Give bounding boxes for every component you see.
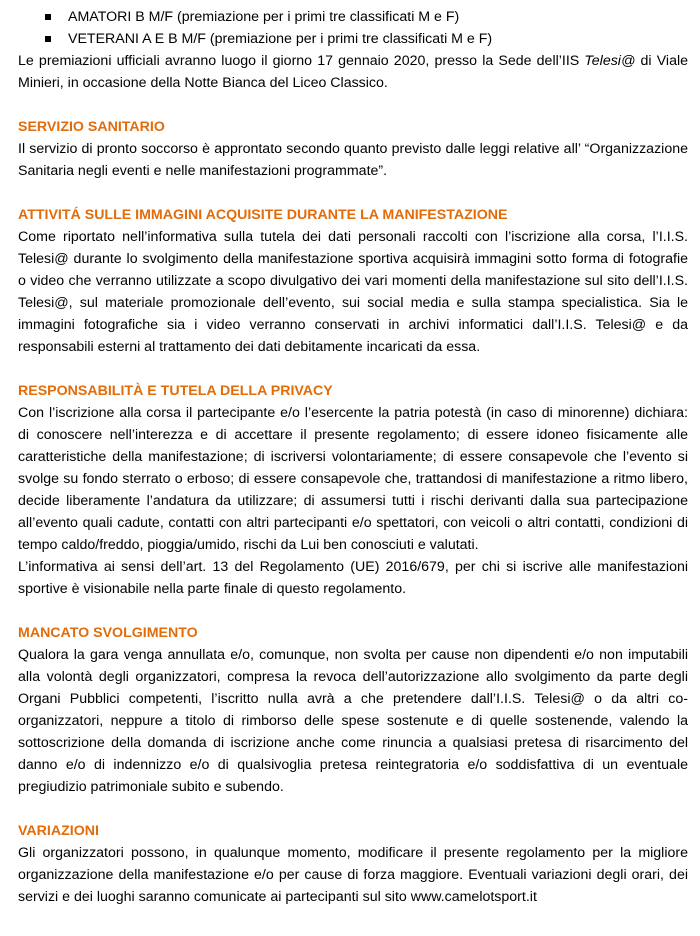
section-spacer (18, 798, 688, 820)
section-heading-servizio-sanitario: SERVIZIO SANITARIO (18, 119, 165, 135)
awards-paragraph (18, 50, 688, 94)
section-heading-mancato-svolgimento: MANCATO SVOLGIMENTO (18, 625, 198, 641)
square-bullet-icon (45, 14, 51, 20)
section-paragraph: Come riportato nell’informativa sulla tutela dei dati personali raccolti con l’iscrizione alla corsa, l’I.I.S. Telesi@ durante lo svolgimento della manifestazione sportiva acquisirà immagini sotto forma di fotografie o video che verranno utilizzate a scopo divulgativo dei vari momenti della manifestazione sul sito dell’I.I.S. Telesi@, sul materiale promozionale dell’evento, sui social media e sulla stampa specialistica. Sia le immagini fotografiche sia i video verranno conservati in archivi informatici dall’I.I.S. Telesi@ e da responsabili esterni al trattamento dei dati debitamente incaricati da essa. (18, 229, 688, 355)
section-paragraph: Il servizio di pronto soccorso è approntato secondo quanto previsto dalle leggi relative all’ “Organizzazione Sanitaria negli eventi e nelle manifestazioni programmate”. (18, 141, 688, 179)
section-paragraph: Qualora la gara venga annullata e/o, comunque, non svolta per cause non dipendenti e/o non imputabili alla volontà degli organizzatori, compresa la revoca dell’autorizzazione allo svolgimento da parte degli Organi Pubblici competenti, l’iscritto nulla avrà a che pretendere dall’I.I.S. Telesi@ o da altri co-organizzatori, neppure a titolo di rimborso delle spese sostenute e di quelle sostenende, valendo la sottoscrizione della domanda di iscrizione anche come rinuncia a qualsiasi pretesa di risarcimento del danno e/o di indennizzo e/o di qualsivoglia pretesa reintegratoria e/o soddisfattiva di un eventuale pregiudizio patrimoniale subito e subendo. (18, 647, 688, 795)
list-item (18, 28, 688, 50)
list-item (18, 6, 688, 28)
section-paragraph: Gli organizzatori possono, in qualunque momento, modificare il presente regolamento per la migliore organizzazione della manifestazione e/o per cause di forza maggiore. Eventuali variazioni degli orari, dei servizi e dei luoghi saranno comunicate ai partecipanti sul sito www.camelotsport.it (18, 845, 688, 905)
section-spacer (18, 600, 688, 622)
awards-text-after: di Viale Minieri, in occasione della Notte Bianca del Liceo Classico. (18, 53, 689, 91)
section-spacer (18, 358, 688, 380)
section-heading-attivita-immagini: ATTIVITÁ SULLE IMMAGINI ACQUISITE DURANTE LA MANIFESTAZIONE (18, 207, 508, 223)
section-paragraph: L’informativa ai sensi dell’art. 13 del Regolamento (UE) 2016/679, per chi si iscrive alle manifestazioni sportive è visionabile nella parte finale di questo regolamento. (18, 559, 688, 597)
section-spacer (18, 182, 688, 204)
section-heading-variazioni: VARIAZIONI (18, 823, 99, 839)
section-paragraph: Con l’iscrizione alla corsa il partecipante e/o l’esercente la patria potestà (in caso di minorenne) dichiara: di conoscere nell’interezza e di accettare il presente regolamento; di essere idoneo fisicamente alle caratteristiche della manifestazione; di iscriversi volontariamente; di essere consapevole che l’evento si svolge su fondo sterrato o erboso; di essere consapevole che, trattandosi di manifestazione a ritmo libero, decide liberamente l’andatura da utilizzare; di assumersi tutti i rischi derivanti dalla sua partecipazione all’evento quali cadute, contatti con altri partecipanti e/o spettatori, con veicoli o altri contatti, condizioni di tempo caldo/freddo, pioggia/umido, rischi da Lui ben conosciuti e valutati. (18, 405, 688, 553)
section-spacer (18, 94, 688, 116)
category-list (18, 6, 688, 50)
document-page (18, 0, 688, 908)
section-heading-responsabilita-privacy: RESPONSABILITÀ E TUTELA DELLA PRIVACY (18, 383, 333, 399)
list-item-text: AMATORI B M/F (premiazione per i primi tre classificati M e F) (68, 9, 460, 25)
square-bullet-icon (45, 36, 51, 42)
awards-text-before: Le premiazioni ufficiali avranno luogo il giorno 17 gennaio 2020, presso la Sede dell’IIS (18, 53, 585, 69)
awards-text-italic: Telesi@ (584, 53, 636, 69)
list-item-text: VETERANI A E B M/F (premiazione per i primi tre classificati M e F) (68, 31, 493, 47)
